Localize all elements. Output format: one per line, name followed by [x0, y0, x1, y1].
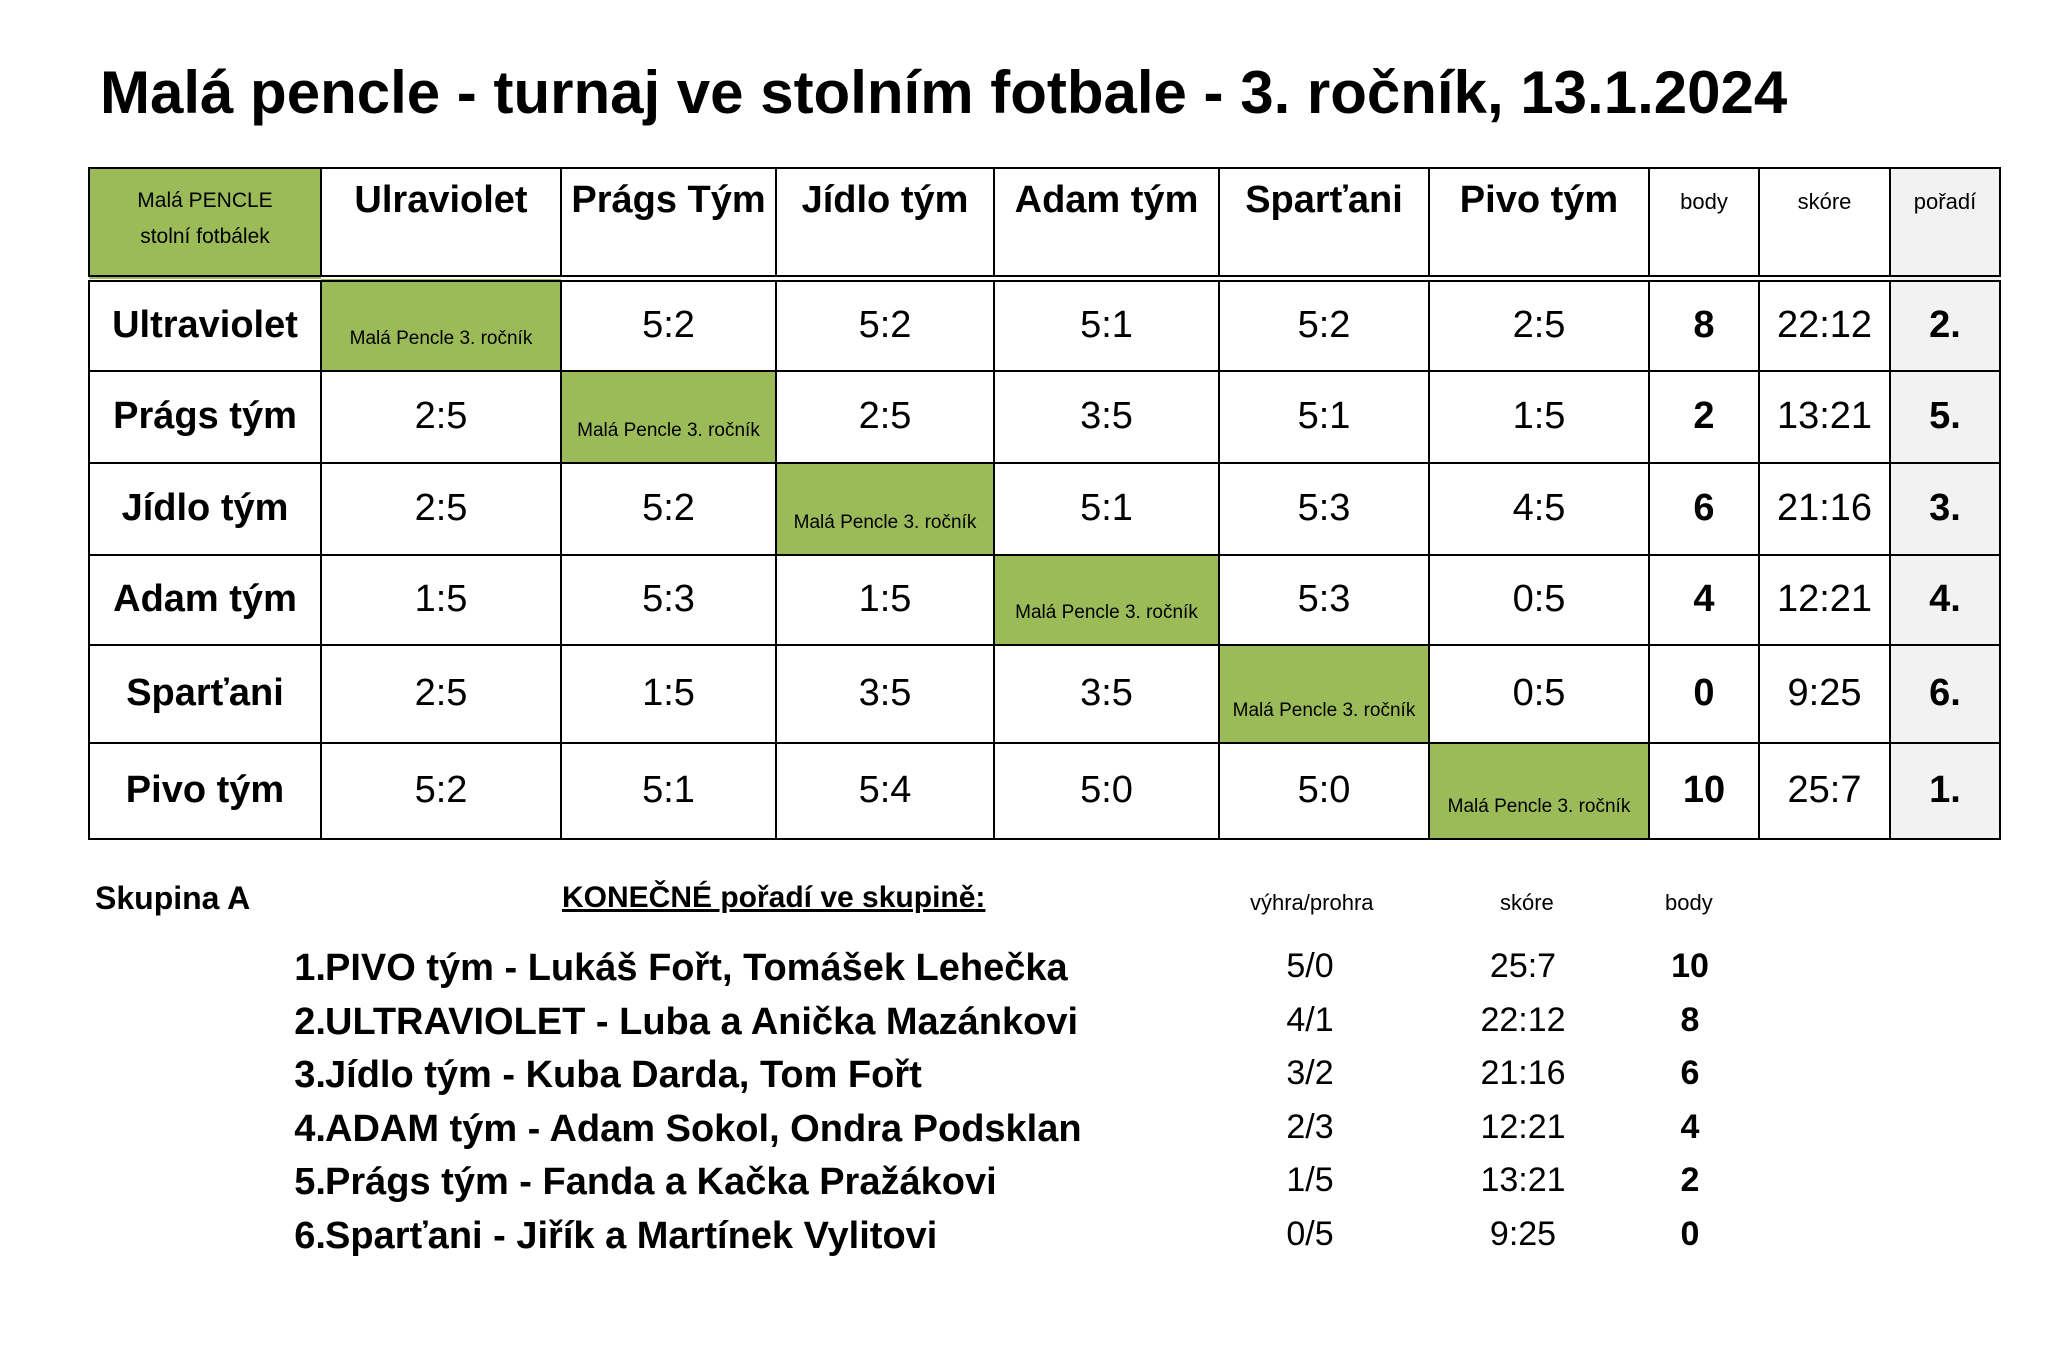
- standings-header-points: body: [1665, 890, 1713, 915]
- match-result-cell: 2:5: [321, 463, 561, 555]
- standings-header-score: skóre: [1500, 890, 1554, 915]
- standing-position: 3.: [294, 1054, 326, 1096]
- match-result-cell: 5:2: [776, 279, 994, 371]
- logo-line-1: Malá PENCLE: [137, 189, 273, 212]
- standing-points: 8: [1680, 1000, 1700, 1039]
- match-result-cell: 5:1: [994, 463, 1219, 555]
- standing-points: 2: [1680, 1161, 1700, 1199]
- self-match-cell: [776, 463, 994, 555]
- standing-team-name: Sparťani - Jiřík a Martínek Vylitovi: [325, 1214, 938, 1257]
- standing-points: 6: [1680, 1054, 1700, 1092]
- row-label-ultraviolet: Ultraviolet: [89, 279, 321, 371]
- col-header-rank: pořadí: [1890, 168, 2000, 279]
- match-result-cell: 2:5: [321, 645, 561, 743]
- row-label-adam: Adam tým: [89, 555, 321, 645]
- table-row: [89, 555, 2000, 645]
- match-result-cell: 4:5: [1429, 463, 1649, 555]
- match-result-cell: 2:5: [1429, 279, 1649, 371]
- match-result-cell: 3:5: [994, 371, 1219, 463]
- match-result-cell: 5:1: [561, 743, 776, 839]
- standing-win-loss: 4/1: [1286, 1000, 1334, 1039]
- score-cell: 13:21: [1759, 371, 1890, 463]
- match-result-cell: 5:0: [994, 743, 1219, 839]
- standing-position: 2.: [294, 1000, 326, 1043]
- points-cell: 8: [1649, 279, 1759, 371]
- standing-score: 13:21: [1480, 1161, 1566, 1199]
- standings-header-win-loss: výhra/prohra: [1250, 890, 1374, 915]
- col-header-pivo: Pivo tým: [1429, 168, 1649, 279]
- match-result-cell: 5:1: [994, 279, 1219, 371]
- logo-cell: [89, 168, 321, 279]
- match-result-cell: 5:1: [1219, 371, 1429, 463]
- match-result-cell: 0:5: [1429, 645, 1649, 743]
- self-match-label: Malá Pencle 3. ročník: [793, 511, 977, 533]
- score-cell: 22:12: [1759, 279, 1890, 371]
- match-result-cell: 5:3: [1219, 555, 1429, 645]
- standing-team-name: Jídlo tým - Kuba Darda, Tom Fořt: [325, 1054, 922, 1096]
- rank-cell: 3.: [1890, 463, 2000, 555]
- match-result-cell: 3:5: [776, 645, 994, 743]
- score-cell: 25:7: [1759, 743, 1890, 839]
- standing-team-name: ULTRAVIOLET - Luba a Anička Mazánkovi: [325, 1000, 1079, 1043]
- match-result-cell: 2:5: [776, 371, 994, 463]
- self-match-label: Malá Pencle 3. ročník: [1447, 795, 1631, 817]
- self-match-cell: [1219, 645, 1429, 743]
- standing-points: 0: [1680, 1214, 1700, 1253]
- match-result-cell: 5:0: [1219, 743, 1429, 839]
- standing-position: 5.: [294, 1161, 326, 1203]
- standing-points: 10: [1671, 947, 1709, 985]
- standing-points: 4: [1680, 1107, 1700, 1146]
- col-header-jidlo: Jídlo tým: [776, 168, 994, 279]
- points-cell: 2: [1649, 371, 1759, 463]
- match-result-cell: 5:2: [321, 743, 561, 839]
- match-result-cell: 1:5: [321, 555, 561, 645]
- self-match-label: Malá Pencle 3. ročník: [349, 327, 533, 349]
- match-result-cell: 5:2: [561, 463, 776, 555]
- row-label-pivo: Pivo tým: [89, 743, 321, 839]
- match-result-cell: 5:2: [561, 279, 776, 371]
- match-result-cell: 5:3: [561, 555, 776, 645]
- col-header-ultraviolet: Ulraviolet: [321, 168, 561, 279]
- match-result-cell: 5:3: [1219, 463, 1429, 555]
- rank-cell: 2.: [1890, 279, 2000, 371]
- standing-win-loss: 0/5: [1286, 1214, 1334, 1253]
- final-standings-heading: KONEČNÉ pořadí ve skupině:: [562, 881, 986, 914]
- points-cell: 6: [1649, 463, 1759, 555]
- self-match-cell: [994, 555, 1219, 645]
- rank-cell: 4.: [1890, 555, 2000, 645]
- match-result-cell: 5:2: [1219, 279, 1429, 371]
- table-row: [89, 279, 2000, 371]
- table-row: [89, 743, 2000, 839]
- points-cell: 10: [1649, 743, 1759, 839]
- table-row: [89, 463, 2000, 555]
- match-result-cell: 1:5: [1429, 371, 1649, 463]
- row-label-spartani: Sparťani: [89, 645, 321, 743]
- self-match-label: Malá Pencle 3. ročník: [577, 419, 760, 441]
- page-title: Malá pencle - turnaj ve stolním fotbale - 3. ročník, 13.1.2024: [100, 59, 1788, 126]
- col-header-adam: Adam tým: [994, 168, 1219, 279]
- row-label-jidlo: Jídlo tým: [89, 463, 321, 555]
- table-row: [89, 371, 2000, 463]
- standing-win-loss: 2/3: [1286, 1107, 1334, 1146]
- points-cell: 4: [1649, 555, 1759, 645]
- standing-team-name: Prágs tým - Fanda a Kačka Pražákovi: [325, 1161, 997, 1203]
- col-header-score: skóre: [1759, 168, 1890, 279]
- standing-score: 9:25: [1489, 1214, 1557, 1253]
- col-header-spartani: Sparťani: [1219, 168, 1429, 279]
- self-match-label: Malá Pencle 3. ročník: [1015, 601, 1198, 623]
- col-header-points: body: [1649, 168, 1759, 279]
- match-result-cell: 1:5: [561, 645, 776, 743]
- standing-score: 21:16: [1480, 1054, 1566, 1092]
- logo-line-2: stolní fotbálek: [140, 225, 270, 248]
- match-result-cell: 5:4: [776, 743, 994, 839]
- standing-position: 6.: [294, 1214, 326, 1257]
- rank-cell: 5.: [1890, 371, 2000, 463]
- col-header-prags: Prágs Tým: [561, 168, 776, 279]
- self-match-cell: [561, 371, 776, 463]
- standing-team-name: PIVO tým - Lukáš Fořt, Tomášek Lehečka: [325, 947, 1068, 989]
- table-header-row: [89, 168, 2000, 279]
- standing-score: 25:7: [1489, 947, 1557, 985]
- score-cell: 9:25: [1759, 645, 1890, 743]
- match-result-cell: 2:5: [321, 371, 561, 463]
- match-result-cell: 3:5: [994, 645, 1219, 743]
- standing-team-name: ADAM tým - Adam Sokol, Ondra Podsklan: [325, 1107, 1082, 1150]
- standing-position: 1.: [294, 947, 326, 989]
- standing-position: 4.: [294, 1107, 326, 1150]
- self-match-label: Malá Pencle 3. ročník: [1232, 699, 1416, 721]
- match-result-cell: 0:5: [1429, 555, 1649, 645]
- standing-score: 12:21: [1480, 1107, 1566, 1146]
- standing-win-loss: 1/5: [1286, 1161, 1334, 1199]
- points-cell: 0: [1649, 645, 1759, 743]
- standing-win-loss: 5/0: [1286, 947, 1334, 985]
- self-match-cell: [1429, 743, 1649, 839]
- table-row: [89, 645, 2000, 743]
- rank-cell: 6.: [1890, 645, 2000, 743]
- score-cell: 21:16: [1759, 463, 1890, 555]
- group-label: Skupina A: [95, 880, 251, 916]
- rank-cell: 1.: [1890, 743, 2000, 839]
- row-label-prags: Prágs tým: [89, 371, 321, 463]
- standing-score: 22:12: [1480, 1000, 1566, 1039]
- standing-win-loss: 3/2: [1286, 1054, 1334, 1092]
- match-result-cell: 1:5: [776, 555, 994, 645]
- score-cell: 12:21: [1759, 555, 1890, 645]
- self-match-cell: [321, 279, 561, 371]
- results-table: [88, 167, 2001, 840]
